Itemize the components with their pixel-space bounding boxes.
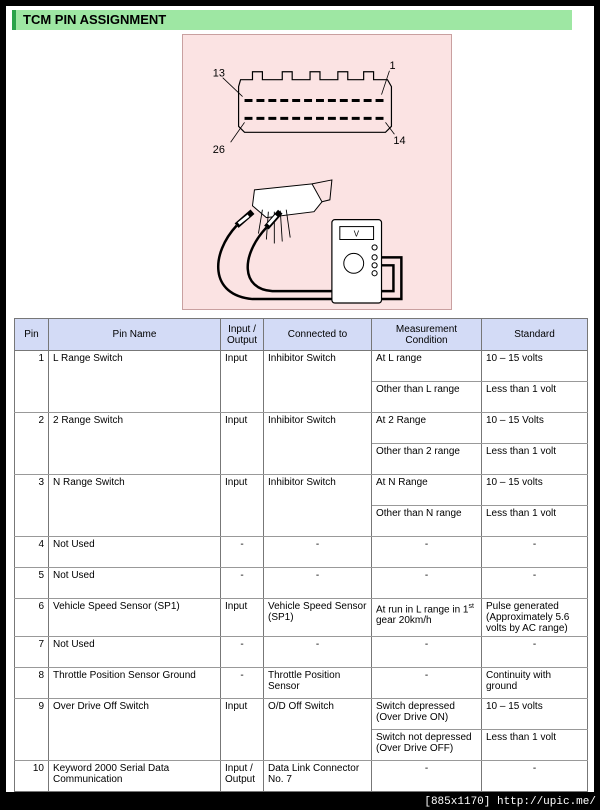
table-row bbox=[15, 413, 588, 444]
pin-name: Throttle Position Sensor Ground bbox=[49, 668, 221, 699]
table-row bbox=[15, 599, 588, 637]
pin-connected: Throttle Position Sensor bbox=[264, 668, 372, 699]
pin-number: 8 bbox=[15, 668, 49, 699]
pin-number: 10 bbox=[15, 761, 49, 792]
pin-io: - bbox=[221, 668, 264, 699]
pin-standard: 10 – 15 volts bbox=[482, 475, 588, 506]
pin-io: Input bbox=[221, 351, 264, 413]
pin-io: - bbox=[221, 637, 264, 668]
pin-standard: Pulse generated (Approximately 5.6 volts by AC range) bbox=[482, 599, 588, 637]
multimeter-unit: V bbox=[353, 229, 360, 239]
pin-standard: 10 – 15 Volts bbox=[482, 413, 588, 444]
pin-label-13: 13 bbox=[212, 67, 225, 80]
pin-standard: - bbox=[482, 537, 588, 568]
pin-number: 9 bbox=[15, 699, 49, 761]
pin-name: Not Used bbox=[49, 537, 221, 568]
pin-condition: At N Range bbox=[372, 475, 482, 506]
pin-io: Input / Output bbox=[221, 761, 264, 792]
table-row bbox=[15, 699, 588, 730]
pin-standard: 10 – 15 volts bbox=[482, 351, 588, 382]
pin-io: - bbox=[221, 568, 264, 599]
pin-number: 1 bbox=[15, 351, 49, 413]
pin-standard: Less than 1 volt bbox=[482, 444, 588, 475]
header-io: Input / Output bbox=[221, 319, 264, 351]
pin-connected: - bbox=[264, 637, 372, 668]
pin-number: 5 bbox=[15, 568, 49, 599]
pin-standard: Less than 1 volt bbox=[482, 382, 588, 413]
pin-label-14: 14 bbox=[393, 135, 406, 148]
pin-standard: Continuity with ground bbox=[482, 668, 588, 699]
pin-table-header bbox=[15, 319, 588, 351]
pin-label-26: 26 bbox=[212, 144, 225, 157]
pin-condition: - bbox=[372, 568, 482, 599]
pin-condition: At run in L range in 1st gear 20km/h bbox=[372, 599, 482, 637]
pin-label-1: 1 bbox=[389, 59, 396, 72]
pin-io: Input bbox=[221, 413, 264, 475]
pin-standard: Less than 1 volt bbox=[482, 730, 588, 761]
pin-standard: - bbox=[482, 761, 588, 792]
pin-connected: Inhibitor Switch bbox=[264, 413, 372, 475]
pin-name: L Range Switch bbox=[49, 351, 221, 413]
header-pin-name: Pin Name bbox=[49, 319, 221, 351]
pin-connected: Vehicle Speed Sensor (SP1) bbox=[264, 599, 372, 637]
pin-name: N Range Switch bbox=[49, 475, 221, 537]
pin-io: Input bbox=[221, 475, 264, 537]
header-pin: Pin bbox=[15, 319, 49, 351]
table-row bbox=[15, 568, 588, 599]
section-title: TCM PIN ASSIGNMENT bbox=[12, 10, 572, 30]
pin-standard: Less than 1 volt bbox=[482, 506, 588, 537]
pin-condition: Switch depressed (Over Drive ON) bbox=[372, 699, 482, 730]
pin-condition: At 2 Range bbox=[372, 413, 482, 444]
pin-number: 3 bbox=[15, 475, 49, 537]
table-row bbox=[15, 761, 588, 792]
header-standard: Standard bbox=[482, 319, 588, 351]
pin-connected: Inhibitor Switch bbox=[264, 475, 372, 537]
pin-name: Over Drive Off Switch bbox=[49, 699, 221, 761]
pin-connected: - bbox=[264, 537, 372, 568]
pin-number: 7 bbox=[15, 637, 49, 668]
pin-condition: Switch not depressed (Over Drive OFF) bbox=[372, 730, 482, 761]
pin-name: Vehicle Speed Sensor (SP1) bbox=[49, 599, 221, 637]
header-connected: Connected to bbox=[264, 319, 372, 351]
pin-standard: - bbox=[482, 568, 588, 599]
header-condition: Measurement Condition bbox=[372, 319, 482, 351]
pin-name: Not Used bbox=[49, 637, 221, 668]
pin-name: Not Used bbox=[49, 568, 221, 599]
pin-connected: O/D Off Switch bbox=[264, 699, 372, 761]
pin-connected: Data Link Connector No. 7 bbox=[264, 761, 372, 792]
pin-standard: - bbox=[482, 637, 588, 668]
watermark: [885x1170] http://upic.me/ bbox=[424, 796, 596, 808]
pin-connected: Inhibitor Switch bbox=[264, 351, 372, 413]
connector-diagram-svg bbox=[183, 35, 451, 309]
pin-condition: At L range bbox=[372, 351, 482, 382]
pin-name: 2 Range Switch bbox=[49, 413, 221, 475]
pin-condition: Other than 2 range bbox=[372, 444, 482, 475]
table-row bbox=[15, 668, 588, 699]
pin-io: - bbox=[221, 537, 264, 568]
pin-condition: - bbox=[372, 537, 482, 568]
pin-standard: 10 – 15 volts bbox=[482, 699, 588, 730]
multimeter-dial bbox=[344, 253, 364, 273]
pin-condition: - bbox=[372, 761, 482, 792]
pin-condition: Other than L range bbox=[372, 382, 482, 413]
pin-condition: - bbox=[372, 668, 482, 699]
pin-io: Input bbox=[221, 699, 264, 761]
pin-table bbox=[14, 318, 588, 792]
table-row bbox=[15, 351, 588, 382]
pin-number: 4 bbox=[15, 537, 49, 568]
pin-condition: Other than N range bbox=[372, 506, 482, 537]
table-row bbox=[15, 637, 588, 668]
table-row bbox=[15, 537, 588, 568]
pin-number: 2 bbox=[15, 413, 49, 475]
page bbox=[6, 6, 594, 792]
pin-name: Keyword 2000 Serial Data Communication bbox=[49, 761, 221, 792]
harness-connector bbox=[252, 184, 321, 218]
pin-table-body bbox=[15, 351, 588, 792]
table-row bbox=[15, 475, 588, 506]
connector-diagram bbox=[182, 34, 452, 310]
pin-number: 6 bbox=[15, 599, 49, 637]
pin-condition: - bbox=[372, 637, 482, 668]
pin-connected: - bbox=[264, 568, 372, 599]
pin-io: Input bbox=[221, 599, 264, 637]
